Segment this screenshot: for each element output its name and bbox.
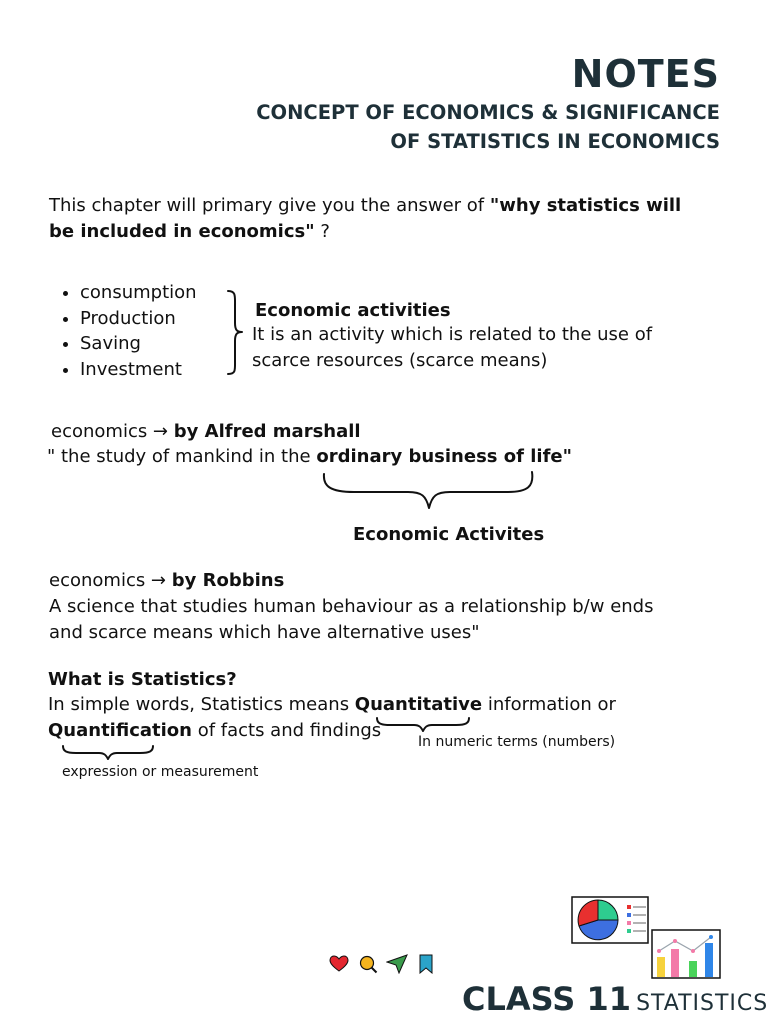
activities-desc-line-1: It is an activity which is related to the use of: [252, 324, 653, 345]
robbins-line-1: A science that studies human behaviour as a relationship b/w ends: [49, 596, 654, 617]
statistics-l1-bold: Quantitative: [354, 694, 483, 715]
send-icon[interactable]: [386, 954, 408, 974]
marshall-brace: [318, 468, 540, 514]
intro-suffix: ?: [314, 221, 330, 242]
intro-bold-2: be included in economics": [49, 221, 315, 242]
quantitative-brace: [374, 716, 472, 734]
note-expression: expression or measurement: [62, 764, 259, 780]
intro-paragraph: [49, 193, 729, 245]
statistics-line-1: [48, 692, 748, 718]
subtitle-line-2: OF STATISTICS IN ECONOMICS: [390, 130, 720, 153]
robbins-line-2: and scarce means which have alternative uses": [49, 622, 480, 643]
robbins-prefix: economics →: [49, 570, 172, 591]
subject-label: STATISTICS: [636, 991, 768, 1016]
statistics-heading: What is Statistics?: [48, 669, 237, 690]
list-item: • Saving: [80, 331, 197, 357]
page-title: NOTES: [571, 52, 720, 96]
marshall-quote: [47, 444, 572, 470]
bar-chart-illustration: [651, 929, 723, 981]
list-item: • consumption: [80, 280, 197, 306]
robbins-by: by Robbins: [171, 570, 285, 591]
list-item: • Production: [80, 306, 197, 332]
marshall-by: by Alfred marshall: [173, 421, 361, 442]
statistics-l1-suffix: information or: [482, 694, 616, 715]
pie-chart-illustration: [571, 896, 651, 946]
marshall-brace-label: Economic Activites: [353, 524, 545, 545]
note-numeric: In numeric terms (numbers): [418, 734, 616, 750]
marshall-quote-bold: ordinary business of life": [316, 446, 572, 467]
activities-desc-line-2: scarce resources (scarce means): [252, 350, 548, 371]
heart-icon[interactable]: [329, 954, 349, 974]
robbins-definition: [49, 594, 749, 646]
page-subtitle: [256, 98, 720, 156]
activities-heading: Economic activities: [255, 300, 451, 321]
activities-list: [50, 280, 197, 382]
marshall-prefix: economics →: [51, 421, 174, 442]
activities-description: [252, 322, 752, 374]
robbins-definition-heading: [49, 568, 284, 594]
statistics-l2-suffix: of facts and findings: [191, 720, 382, 741]
class-label: CLASS 11: [462, 980, 631, 1018]
activities-brace: [222, 288, 248, 378]
bookmark-icon[interactable]: [418, 954, 434, 974]
statistics-l2-bold: Quantification: [48, 720, 192, 741]
search-icon[interactable]: [358, 954, 378, 974]
subtitle-line-1: CONCEPT OF ECONOMICS & SIGNIFICANCE: [256, 101, 720, 124]
list-item: • Investment: [80, 357, 197, 383]
intro-prefix: This chapter will primary give you the answer of: [49, 195, 490, 216]
statistics-l1-prefix: In simple words, Statistics means: [48, 694, 355, 715]
footer-label: [462, 980, 768, 1018]
intro-bold-1: "why statistics will: [489, 195, 682, 216]
quantification-brace: [60, 744, 156, 762]
marshall-quote-prefix: " the study of mankind in the: [47, 446, 317, 467]
marshall-definition-heading: [51, 419, 361, 445]
